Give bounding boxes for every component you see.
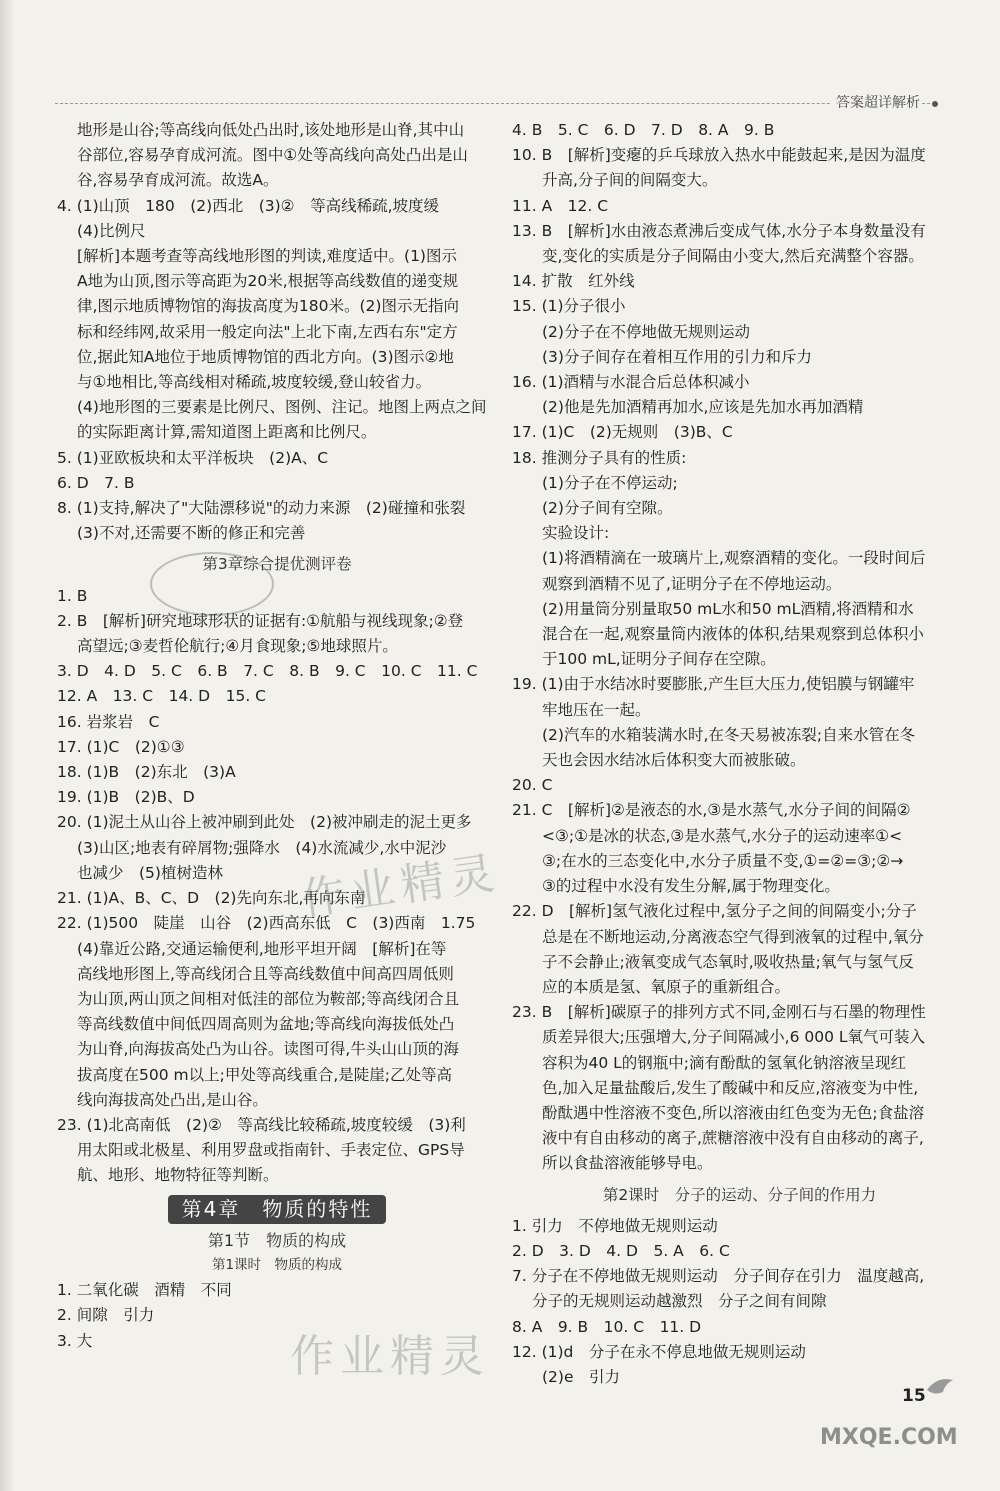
answer-line: 18. 推测分子具有的性质: [512,448,687,467]
answer-line: 拔高度在500 m以上;甲处等高线重合,是陡崖;乙处等高 [77,1065,452,1084]
answer-line: 液中有自由移动的离子,蔗糖溶液中没有自由移动的离子, [542,1129,924,1148]
answer-line: 的实际距离计算,需知道图上距离和比例尺。 [77,423,377,442]
answer-line: (3)分子间存在着相互作用的引力和斥力 [542,347,812,366]
answer-line: 实验设计: [542,524,610,543]
site-logo-watermark: MXQE.COM [820,1425,958,1450]
answer-line: (4)比例尺 [77,221,146,240]
answer-line: 应的本质是氢、氧原子的重新组合。 [542,977,791,996]
chapter-banner-wrap [57,1195,497,1224]
answer-line: 8. (1)支持,解决了"大陆漂移说"的动力来源 (2)碰撞和张裂 [57,499,466,518]
answer-line: 15. (1)分子很小 [512,297,626,316]
answer-line: 质差异很大;压强增大,分子间隔减小,6 000 L氧气可装入 [542,1028,926,1047]
answer-line: 律,图示地质博物馆的海拔高度为180米。(2)图示无指向 [77,297,459,316]
answer-line: 酚酞遇中性溶液不变色,所以溶液由红色变为无色;食盐溶 [542,1103,925,1122]
answer-line: 12. (1)d 分子在永不停息地做无规则运动 [512,1342,806,1361]
right-answer-list [512,118,967,1390]
answer-line: 地形是山谷;等高线向低处凸出时,该处地形是山脊,其中山 [77,121,465,139]
answer-line: 高线地形图上,等高线闭合且等高线数值中间高四周低则 [77,964,454,983]
answer-line: 线向海拔高处凸出,是山谷。 [77,1090,268,1109]
answer-line: (2)e 引力 [542,1367,620,1386]
answer-line: 4. (1)山顶 180 (2)西北 (3)② 等高线稀疏,坡度缓 [57,196,439,215]
answer-line: ③;在水的三态变化中,水分子质量不变,①=②=③;②→ [542,851,904,870]
answer-line: 为山顶,两山顶之间相对低洼的部位为鞍部;等高线闭合且 [77,989,460,1008]
answer-line: (2)他是先加酒精再加水,应该是先加水再加酒精 [542,398,864,417]
answer-line: 所以食盐溶液能够导电。 [542,1154,713,1173]
section-heading: 第1节 物质的构成 [207,1230,347,1250]
answer-line: (2)用量筒分别量取50 mL水和50 mL酒精,将酒精和水 [542,599,914,618]
left-answer-list [57,118,497,1189]
answer-line: 总是在不断地运动,分离液态空气得到液氧的过程中,氧分 [542,927,924,946]
answer-line: 色,加入足量盐酸后,发生了酸碱中和反应,溶液变为中性, [542,1078,919,1097]
answer-line: 2. B [解析]研究地球形状的证据有:①航船与视线现象;②登 [57,611,464,630]
answer-line: 21. (1)A、B、C、D (2)先向东北,再向东南 [57,889,366,908]
right-column [512,118,967,1390]
answer-line: 容积为40 L的钢瓶中;滴有酚酞的氢氧化钠溶液呈现红 [542,1053,907,1072]
answer-line: 谷,容易孕育成河流。故选A。 [77,171,279,190]
answer-line: 7. 分子在不停地做无规则运动 分子间存在引力 温度越高, [512,1267,925,1286]
answer-line: <③;①是冰的状态,③是水蒸气,水分子的运动速率①< [542,826,903,845]
answer-line: 14. 扩散 红外线 [512,272,635,291]
answer-line: 23. B [解析]碳原子的排列方式不同,金刚石与石墨的物理性 [512,1003,926,1022]
answer-line: 谷部位,容易孕育成河流。图中①处等高线向高处凸出是山 [77,146,468,165]
answer-line: 升高,分子间的间隔变大。 [542,171,718,190]
bird-icon [925,1372,955,1402]
answer-line: 等高线数值中间低四周高则为盆地;等高线向海拔低处凸 [77,1015,455,1034]
answer-line: 子不会静止;液氧变成气态氧时,吸收热量;氧气与氢气反 [542,952,914,971]
answer-line: 16. 岩浆岩 C [57,712,160,731]
answer-line: (4)靠近公路,交通运输便利,地形平坦开阔 [解析]在等 [77,939,447,958]
answer-line: 与①地相比,等高线相对稀疏,坡度较缓,登山较省力。 [77,373,432,392]
answer-line: 第2课时 分子的运动、分子间的作用力 [602,1185,877,1204]
answer-line: 6. D 7. B [57,473,135,492]
answer-line: 12. A 13. C 14. D 15. C [57,687,266,706]
chapter-banner: 第4章 物质的特性 [168,1195,387,1224]
left-column [57,118,497,1354]
header-rule [55,103,930,104]
answer-line: 13. B [解析]水由液态煮沸后变成气体,水分子本身数量没有 [512,221,926,240]
answer-line: (3)山区;地表有碎屑物;强降水 (4)水流减少,水中泥沙 [77,838,447,857]
lesson-heading: 第1课时 物质的构成 [211,1256,343,1273]
answer-line: 为山脊,向海拔高处凸为山谷。读图可得,牛头山山顶的海 [77,1040,459,1059]
answer-line: 于100 mL,证明分子间存在空隙。 [542,650,776,669]
answer-line: 5. (1)亚欧板块和太平洋板块 (2)A、C [57,448,329,467]
answer-line: 4. B 5. C 6. D 7. D 8. A 9. B [512,121,775,139]
answer-line: 混合在一起,观察量筒内液体的体积,结果观察到总体积小 [542,625,924,644]
answer-line: 16. (1)酒精与水混合后总体积减小 [512,373,750,392]
answer-line: 高望远;③麦哲伦航行;④月食现象;⑤地球照片。 [77,637,398,656]
answer-line: 23. (1)北高南低 (2)② 等高线比较稀疏,坡度较缓 (3)利 [57,1115,466,1134]
answer-line: 标和经纬网,故采用一般定向法"上北下南,左西右东"定方 [77,322,458,341]
answer-line: 1. 二氧化碳 酒精 不同 [57,1281,232,1300]
answer-line: 位,据此知A地位于地质博物馆的西北方向。(3)图示②地 [77,347,454,366]
answer-line: 17. (1)C (2)无规则 (3)B、C [512,423,733,442]
answer-line: (4)地形图的三要素是比例尺、图例、注记。地图上两点之间 [77,398,487,417]
answer-line: 2. D 3. D 4. D 5. A 6. C [512,1241,730,1260]
answer-line: (2)分子间有空隙。 [542,499,673,518]
answer-line: 航、地形、地物特征等判断。 [77,1166,279,1185]
answer-line: ③的过程中水没有发生分解,属于物理变化。 [542,877,840,896]
answer-line: 10. B [解析]变瘪的乒乓球放入热水中能鼓起来,是因为温度 [512,146,926,165]
answer-line: 19. (1)由于水结冰时要膨胀,产生巨大压力,使铝膜与钢罐牢 [512,675,915,694]
answer-line: (2)分子在不停地做无规则运动 [542,322,750,341]
answer-line: 17. (1)C (2)①③ [57,737,185,756]
answer-line: (3)不对,还需要不断的修正和完善 [77,524,306,543]
answer-line: 2. 间隙 引力 [57,1306,155,1325]
answer-line: [解析]本题考查等高线地形图的判读,难度适中。(1)图示 [77,247,457,266]
answer-line: 1. 引力 不停地做无规则运动 [512,1216,718,1235]
answer-line: 变,变化的实质是分子间隔由小变大,然后充满整个容器。 [542,247,924,266]
answer-line: 19. (1)B (2)B、D [57,788,195,807]
answer-line: 也减少 (5)植树造林 [77,863,223,882]
watermark-middle: 作业精灵 [298,847,504,926]
answer-line: 20. (1)泥土从山谷上被冲刷到此处 (2)被冲刷走的泥土更多 [57,813,472,832]
answer-line: (1)分子在不停运动; [542,473,678,492]
answer-line: 20. C [512,776,553,795]
header-label: 答案超详解析 [830,92,920,112]
answer-line: 22. (1)500 陡崖 山谷 (2)西高东低 C (3)西南 1.75 [57,914,476,933]
answer-line: 用太阳或北极星、利用罗盘或指南针、手表定位、GPS导 [77,1141,465,1160]
answer-line: 22. D [解析]氢气液化过程中,氢分子之间的间隔变小;分子 [512,902,917,921]
answer-line: 3. D 4. D 5. C 6. B 7. C 8. B 9. C 10. C 11. C [57,662,478,681]
answer-line: 观察到酒精不见了,证明分子在不停地运动。 [542,574,842,593]
answer-line: 分子的无规则运动越激烈 分子之间有间隙 [532,1292,827,1311]
header-dot-icon [932,101,938,107]
answer-line: 天也会因水结冰后体积变大而被胀破。 [542,751,806,770]
answer-line: 牢地压在一起。 [542,700,651,719]
answer-line: 第3章综合提优测评卷 [202,555,352,574]
answer-line: (2)汽车的水箱装满水时,在冬天易被冻裂;自来水管在冬 [542,725,916,744]
answer-line: 8. A 9. B 10. C 11. D [512,1317,702,1336]
answer-line: A地为山顶,图示等高距为20米,根据等高线数值的递变规 [77,272,459,291]
page-number: 15 [902,1386,926,1406]
answer-line: 11. A 12. C [512,196,609,215]
watermark-bottom: 作业精灵 [290,1331,490,1382]
answer-line: (1)将酒精滴在一玻璃片上,观察酒精的变化。一段时间后 [542,549,926,568]
answer-line: 21. C [解析]②是液态的水,③是水蒸气,水分子间的间隔② [512,801,911,820]
answer-line: 3. 大 [57,1331,93,1350]
answer-line: 1. B [57,586,88,605]
scan-edge [0,0,14,1491]
answer-line: 18. (1)B (2)东北 (3)A [57,763,236,782]
